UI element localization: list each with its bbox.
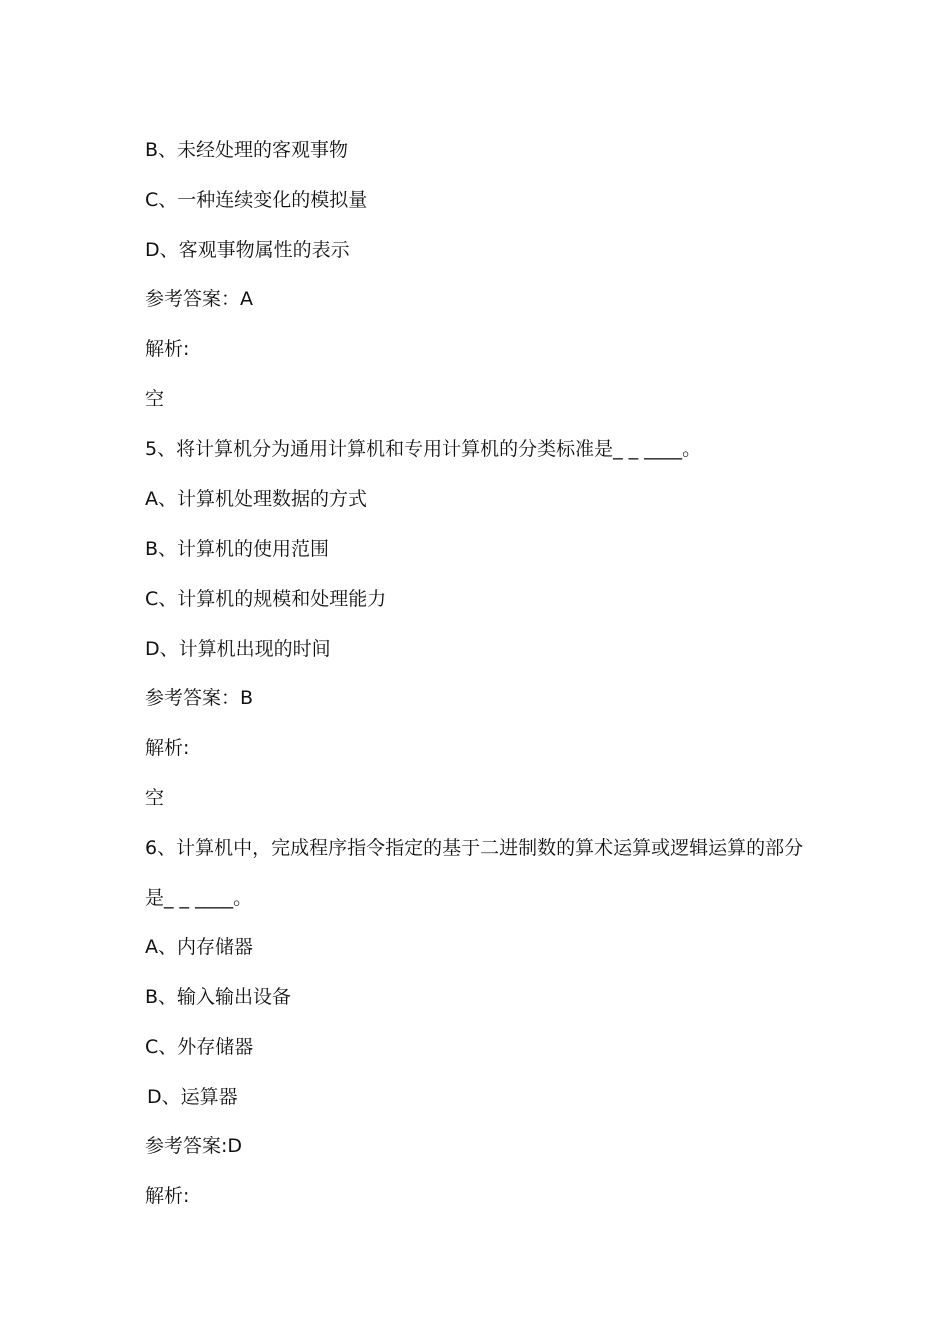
question-6-continuation: 是_ _ ____。 xyxy=(145,887,253,909)
option-c-text: C、计算机的规模和处理能力 xyxy=(145,588,387,610)
answer-line: 参考答案：B xyxy=(145,687,254,709)
option-b-text: B、输入输出设备 xyxy=(145,986,292,1008)
option-b-text: B、计算机的使用范围 xyxy=(145,538,330,560)
option-c-text: C、一种连续变化的模拟量 xyxy=(145,189,368,211)
analysis-label: 解析: xyxy=(145,737,190,759)
question-5-text: 5、将计算机分为通用计算机和专用计算机的分类标准是_ _ ____。 xyxy=(145,438,702,460)
option-a-text: A、计算机处理数据的方式 xyxy=(145,488,367,510)
option-d-text: D、运算器 xyxy=(147,1086,238,1108)
option-d-text: D、计算机出现的时间 xyxy=(145,638,331,660)
analysis-label: 解析: xyxy=(145,338,190,360)
option-c-text: C、外存储器 xyxy=(145,1036,254,1058)
analysis-label: 解析: xyxy=(145,1185,190,1207)
question-6-text: 6、计算机中，完成程序指令指定的基于二进制数的算术运算或逻辑运算的部分 xyxy=(145,837,804,859)
analysis-text: 空 xyxy=(145,787,165,809)
analysis-text: 空 xyxy=(145,388,165,410)
option-d-text: D、客观事物属性的表示 xyxy=(145,239,350,261)
answer-line: 参考答案：A xyxy=(145,288,253,310)
answer-line: 参考答案:D xyxy=(145,1135,243,1157)
option-a-text: A、内存储器 xyxy=(145,936,253,958)
option-b-text: B、未经处理的客观事物 xyxy=(145,139,349,161)
